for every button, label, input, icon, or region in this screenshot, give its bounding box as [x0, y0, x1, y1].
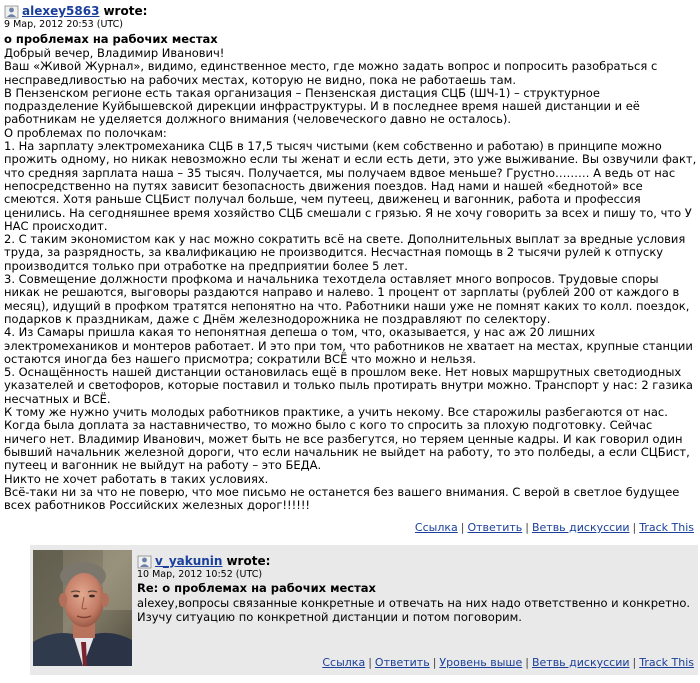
reply-paragraph: Изучу ситуацию по конкретной дистанции и потом поговорим.	[137, 610, 522, 624]
separator: |	[525, 521, 529, 534]
separator: |	[632, 521, 637, 534]
comment-paragraph: 4. Из Самары пришла какая то непонятная депеша о том, что, оказывается, у нас аж 20 лишних электромехаников и монтеров работает. И это при том, что работников не хватает на местах, крупные станции остаются иногда без нашего присмотра; сократили ВСЁ что можно и нельзя.	[4, 325, 693, 366]
comment-paragraph: 3. Совмещение должности профкома и начальника техотдела оставляет много вопросов. Трудовые споры никак не решаются, выговоры раздаются направо и налево. 1 процент от зарплаты (рублей 200 от каждого в месяц), идущий в профком тратятся непонятно на что. Работники наши уже не помнят каких то колл. поездок, подарков к праздникам, даже с Днём железнодорожника не поздравляют по селектору.	[4, 272, 690, 326]
user-icon[interactable]	[137, 554, 153, 568]
comment-paragraph: Никто не хочет работать в таких условиях.	[4, 471, 269, 486]
track-button[interactable]: Track This	[639, 521, 694, 534]
avatar	[33, 550, 132, 666]
separator: |	[368, 656, 372, 669]
parent-button[interactable]: Уровень выше	[439, 656, 523, 669]
link-button[interactable]: Ссылка	[414, 521, 458, 534]
username-link[interactable]: alexey5863	[22, 4, 100, 18]
wrote-label: wrote:	[103, 4, 148, 18]
thread-button[interactable]: Ветвь дискуссии	[531, 521, 630, 534]
comment-paragraph: Всё-таки ни за что не поверю, что мое письмо не останется без вашего внимания. С верой в светлое будущее всех работников Российских железных дорог!!!!!!	[4, 484, 680, 513]
comment-body	[4, 47, 697, 512]
reply-content	[137, 553, 692, 624]
separator: |	[632, 656, 637, 669]
reply-actions	[322, 656, 694, 669]
reply-header	[137, 553, 692, 569]
track-button[interactable]: Track This	[639, 656, 694, 669]
link-button[interactable]: Ссылка	[322, 656, 366, 669]
separator: |	[460, 521, 465, 534]
reply-button[interactable]: Ответить	[374, 656, 430, 669]
comment-paragraph: 1. На зарплату электромеханика СЦБ в 17,5 тысяч чистыми (кем собственно и работаю) в принципе можно прожить одному, но никак невозможно если ты женат и если есть дети, это уже выживание. Вы озвучили факт, что средняя зарплата наша – 35 тысяч. Получается, мы получаем вдвое меньше? Грустно……… А ведь от нас непосредственно на путях зависит безопасность движения поездов. Над нами и нашей «беднотой» все смеются. Хотя раньше СЦБист получал больше, чем путеец, движенец и вагонник, работа и профессия ценились. На сегодняшнее время хозяйство СЦБ смешали с грязью. Я не хочу говорить за всех и пишу то, что У НАС происходит.	[4, 139, 697, 233]
comment-header	[4, 3, 697, 19]
reply-v-yakunin	[30, 545, 698, 675]
separator: |	[525, 656, 529, 669]
comment-paragraph: Добрый вечер, Владимир Иванович!	[4, 46, 225, 60]
wrote-label: wrote:	[226, 554, 271, 568]
comment-alexey5863	[4, 3, 697, 512]
reply-subject: Re: о проблемах на рабочих местах	[137, 581, 376, 595]
reply-body	[137, 596, 692, 624]
comment-date: 9 Мар, 2012 20:53 (UTC)	[4, 19, 123, 30]
comment-paragraph: О проблемах по полочкам:	[4, 125, 167, 140]
reply-paragraph: alexey,вопросы связанные конкретные и отвечать на них надо ответственно и конкретно.	[137, 596, 691, 610]
comment-paragraph: 2. С таким экономистом как у нас можно сократить всё на свете. Дополнительных выплат за вредные условия труда, за разрядность, за квалификацию не производится. Несчастная помощь в 2 тысячи рулей к отпуску производится только при отработке на предприятии более 5 лет.	[4, 232, 686, 273]
comment-paragraph: К тому же нужно учить молодых работников практике, а учить некому. Все старожилы разбегаются от нас. Когда была доплата за наставничество, то можно было с кого то спросить за плохую подготовку. Сейчас ничего нет. Владимир Иванович, может быть не все разбегутся, но теряем ценные кадры. И как говорил один бывший начальник железной дороги, что если начальник не выйдет на работу, то это полбеды, а если СЦБист, путеец и вагонник не выйдут на работу – это БЕДА.	[4, 405, 690, 473]
comment-subject: о проблемах на рабочих местах	[4, 32, 218, 46]
reply-date: 10 Мар, 2012 10:52 (UTC)	[137, 569, 263, 580]
user-icon[interactable]	[4, 4, 20, 18]
comment-paragraph: В Пензенском регионе есть такая организация – Пензенская дистация СЦБ (ШЧ-1) – структурное подразделение Куйбышевской дирекции инфраструктуры. И в последнее время нашей дистанции и её работникам не уделяется должного внимания (человеческого давно не осталось).	[4, 85, 640, 127]
comment-paragraph: 5. Оснащённость нашей дистанции остановилась ещё в прошлом веке. Нет новых маршрутных светодиодных указателей и светофоров, которые поставил и только пыль протирать внутри можно. Транспорт у нас: 2 газика несчатных и ВСЁ.	[4, 365, 693, 406]
reply-button[interactable]: Ответить	[467, 521, 523, 534]
username-link[interactable]: v_yakunin	[155, 554, 223, 568]
comment-paragraph: Ваш «Живой Журнал», видимо, единственное место, где можно задать вопрос и попросить разобраться с несправедливостью на рабочих местах, которую не видно, пока не работаешь там.	[4, 59, 658, 87]
thread-button[interactable]: Ветвь дискуссии	[531, 656, 630, 669]
comment-actions	[415, 521, 694, 534]
separator: |	[432, 656, 437, 669]
